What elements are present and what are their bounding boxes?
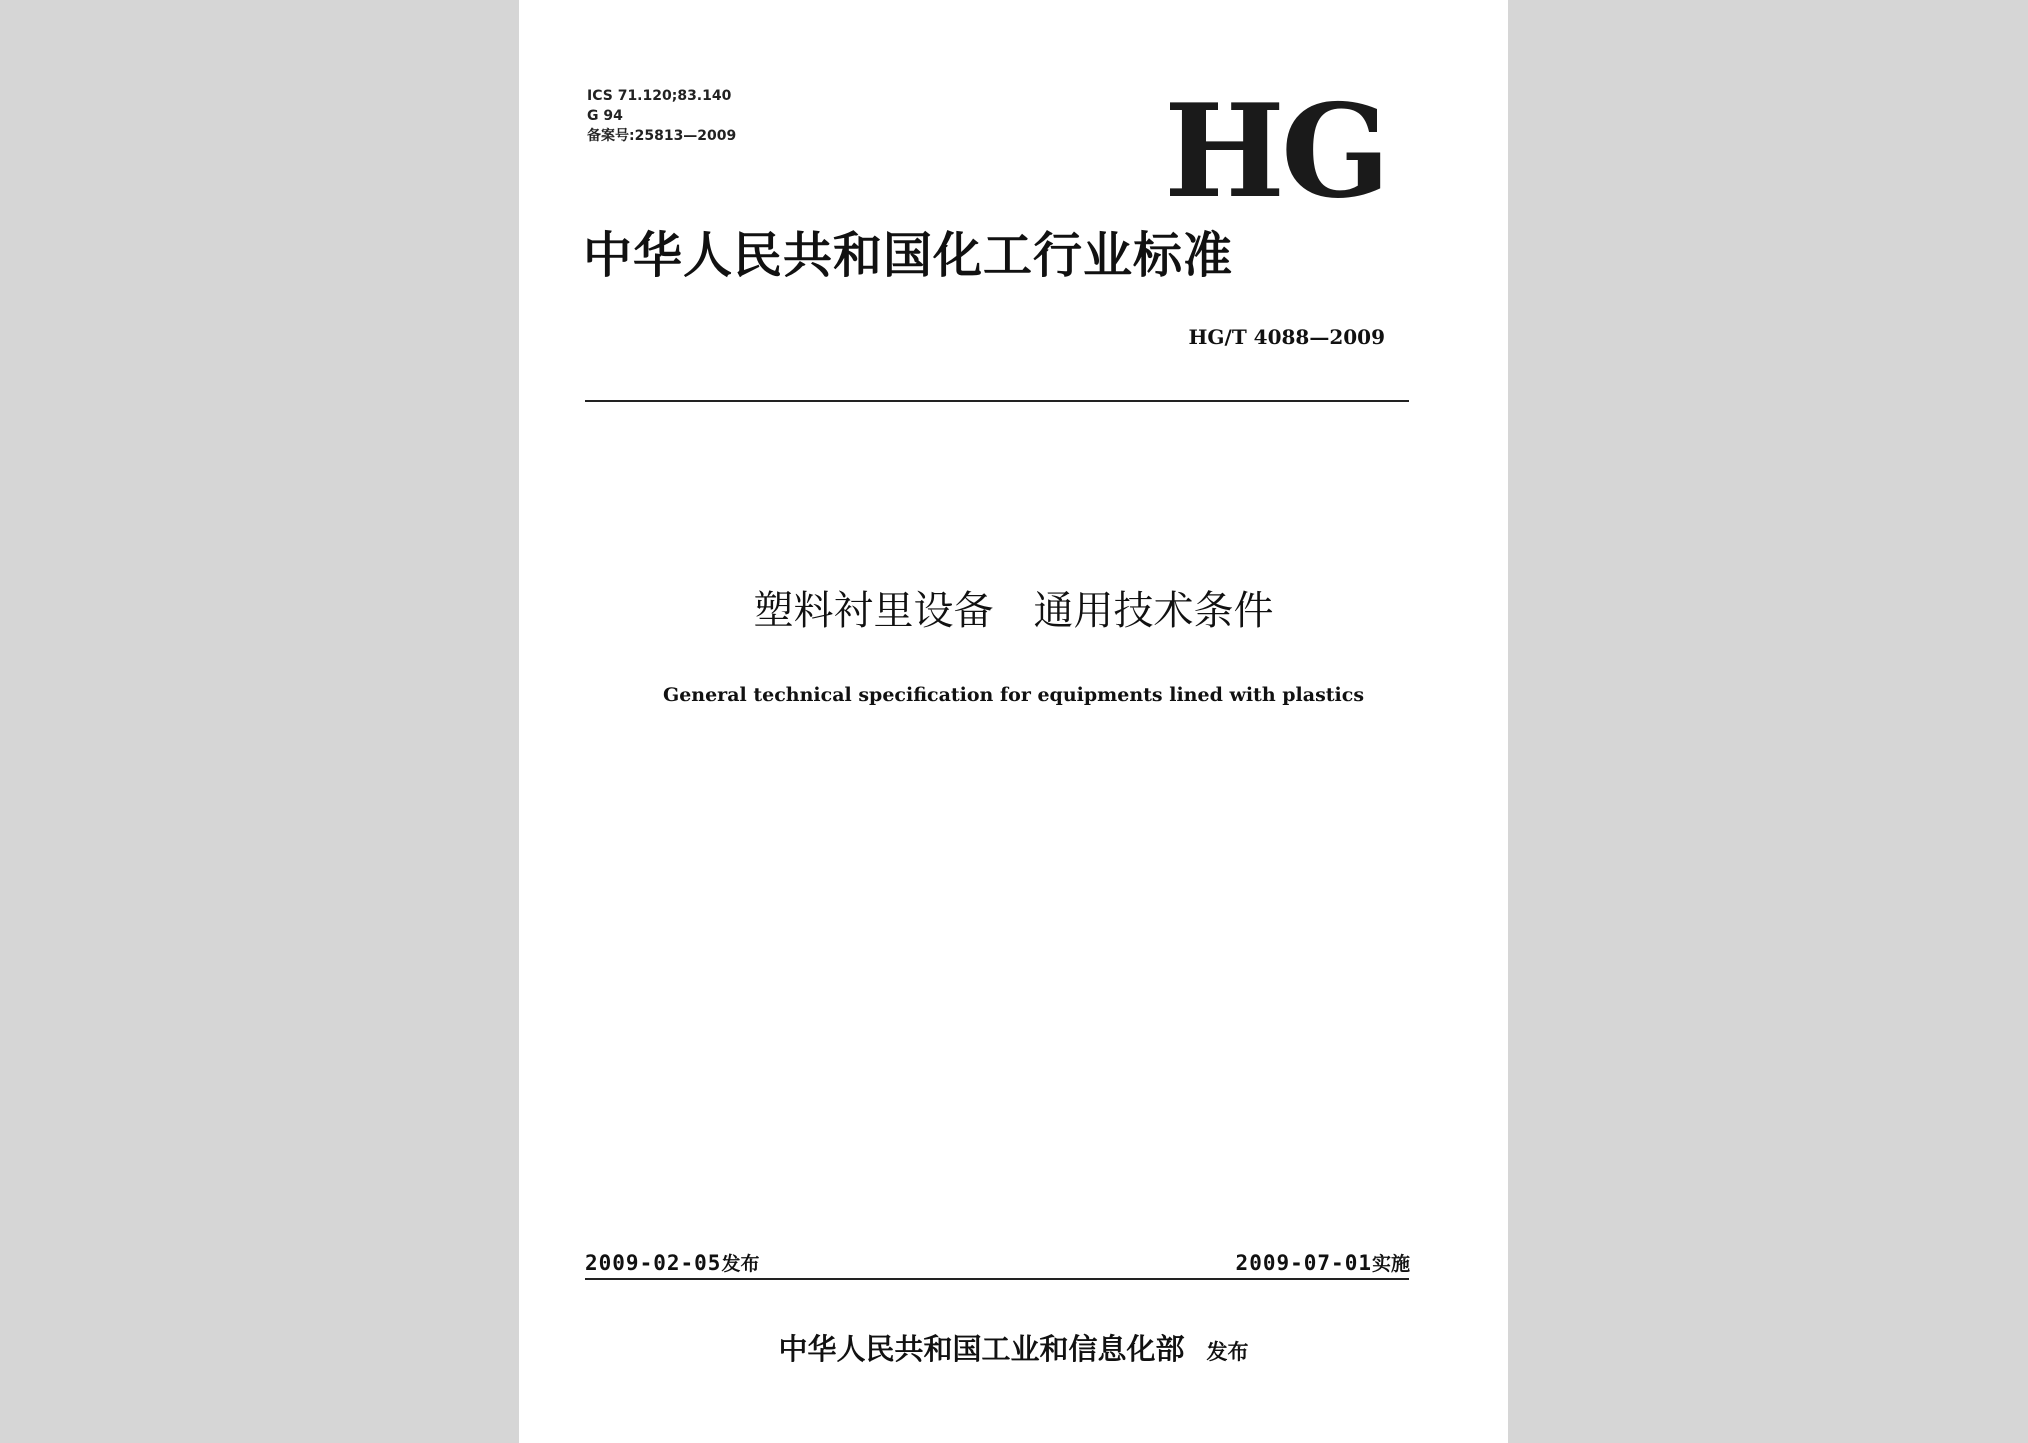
ccs-code: G 94 — [587, 108, 623, 124]
filing-number: 备案号:25813—2009 — [587, 128, 737, 144]
standard-title: 中华人民共和国化工行业标准 — [583, 227, 1234, 284]
ics-code: ICS 71.120;83.140 — [587, 88, 732, 104]
classification-block — [587, 86, 736, 146]
publisher-block — [519, 1327, 1508, 1368]
document-title-cn: 塑料衬里设备 通用技术条件 — [753, 588, 1274, 634]
implement-label: 实施 — [1371, 1253, 1410, 1275]
document-page — [519, 0, 1508, 1443]
publisher-name: 中华人民共和国工业和信息化部 — [778, 1332, 1185, 1366]
header-divider — [585, 400, 1409, 402]
implement-date: 2009-07-01 — [1235, 1251, 1372, 1275]
issue-date-block — [585, 1249, 759, 1276]
publisher-label: 发布 — [1206, 1340, 1249, 1364]
hg-mark: HG — [1164, 77, 1387, 227]
standard-number: HG/T 4088—2009 — [1188, 325, 1385, 349]
issue-label: 发布 — [721, 1253, 760, 1275]
document-title-en: General technical specification for equipments lined with plastics — [662, 684, 1365, 706]
footer-divider — [585, 1278, 1409, 1280]
issue-date: 2009-02-05 — [585, 1251, 722, 1275]
implement-date-block — [1236, 1249, 1410, 1276]
